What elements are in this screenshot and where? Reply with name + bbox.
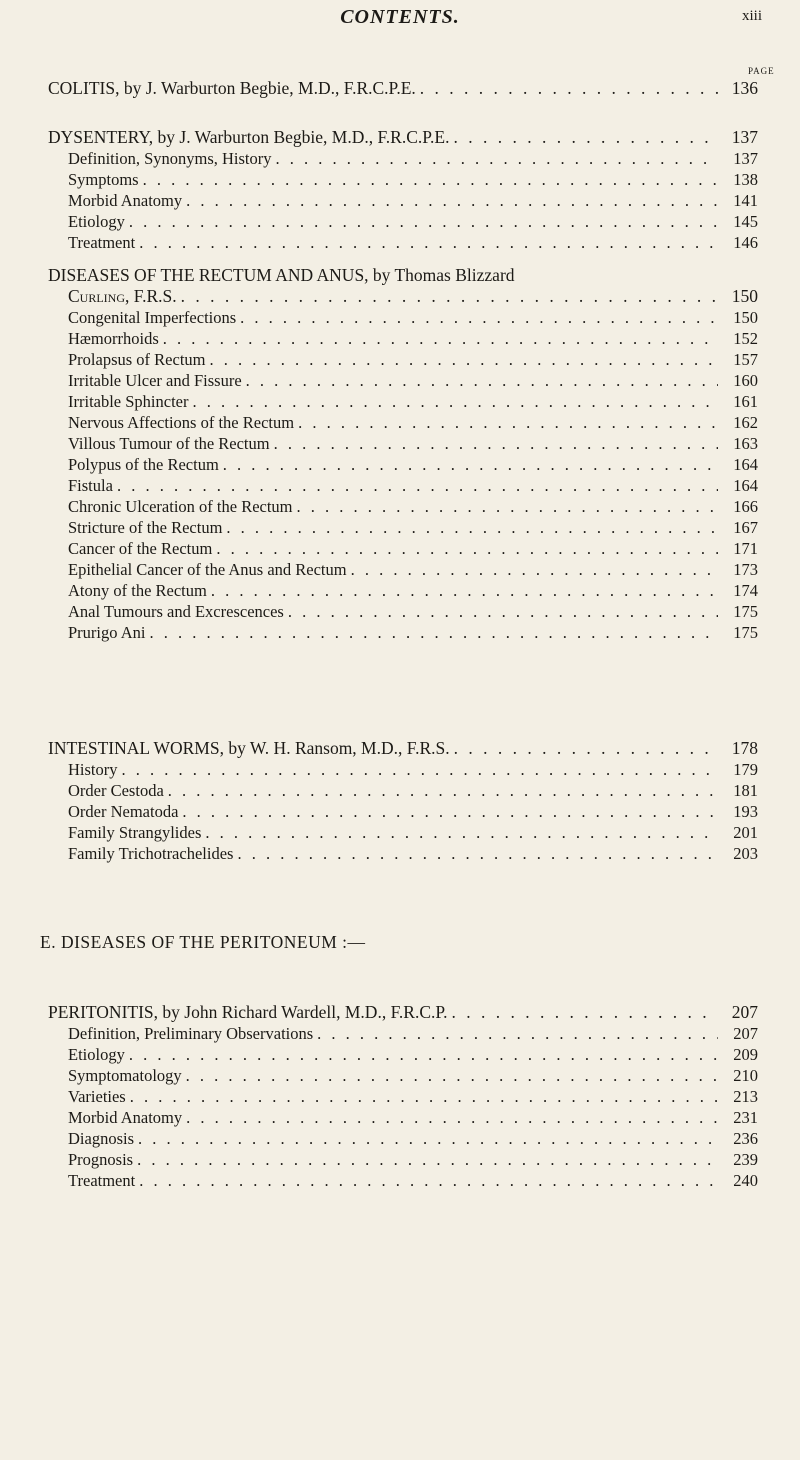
toc-subentry (48, 475, 758, 496)
colitis-section (48, 78, 758, 99)
toc-subentry (48, 496, 758, 517)
leader-dots (178, 801, 718, 822)
worms-section (48, 738, 758, 864)
leader-dots (293, 496, 718, 517)
page-number: xiii (742, 8, 763, 24)
toc-subentry (48, 843, 758, 864)
toc-subentry (48, 559, 758, 580)
leader-dots (145, 622, 718, 643)
running-header-title: CONTENTS. (340, 6, 460, 28)
toc-entry-page: 207 (731, 1002, 758, 1022)
leader-dots (125, 1044, 718, 1065)
toc-subentry-page: 173 (733, 560, 758, 579)
toc-subentry (48, 1107, 758, 1128)
toc-subentry-label: Varieties (68, 1087, 126, 1106)
leader-dots (139, 169, 718, 190)
leader-dots (242, 370, 718, 391)
toc-subentry-page: 210 (733, 1066, 758, 1085)
peritonitis-section (48, 1002, 758, 1191)
toc-entry-dysentery (48, 127, 758, 148)
toc-subentry-page: 164 (733, 476, 758, 495)
leader-dots (212, 538, 718, 559)
toc-subentry (48, 454, 758, 475)
leader-dots (177, 286, 718, 307)
leader-dots (347, 559, 718, 580)
toc-subentry (48, 232, 758, 253)
toc-subentry (48, 759, 758, 780)
toc-subentry (48, 370, 758, 391)
toc-subentry-page: 162 (733, 413, 758, 432)
toc-subentry (48, 433, 758, 454)
toc-subentry-label: Nervous Affections of the Rectum (68, 413, 295, 432)
toc-subentry-page: 141 (733, 191, 758, 210)
toc-subentry-page: 161 (733, 392, 758, 411)
toc-subentry-page: 207 (733, 1024, 758, 1043)
toc-subentry-label: Epithelial Cancer of the Anus and Rectum (68, 560, 347, 579)
toc-subentry-page: 167 (733, 518, 758, 537)
leader-dots (113, 475, 718, 496)
toc-subentry-page: 163 (733, 434, 758, 453)
toc-subentry (48, 1044, 758, 1065)
toc-subentry-label: Etiology (68, 212, 125, 231)
toc-subentry-page: 150 (733, 308, 758, 327)
leader-dots (201, 822, 718, 843)
toc-entry-rectum-line1 (48, 265, 758, 286)
toc-subentry (48, 412, 758, 433)
toc-subentry-label: Polypus of the Rectum (68, 455, 219, 474)
leader-dots (126, 1086, 718, 1107)
toc-subentry-page: 146 (733, 233, 758, 252)
toc-subentry (48, 538, 758, 559)
toc-subentry-label: Symptoms (68, 170, 139, 189)
leader-dots (450, 127, 718, 148)
toc-subentry (48, 349, 758, 370)
leader-dots (125, 211, 718, 232)
toc-subentry-page: 240 (733, 1171, 758, 1190)
toc-subentry-page: 171 (733, 539, 758, 558)
leader-dots (133, 1149, 718, 1170)
toc-subentry-page: 157 (733, 350, 758, 369)
toc-subentry (48, 1086, 758, 1107)
toc-subentry (48, 780, 758, 801)
toc-subentry-page: 164 (733, 455, 758, 474)
toc-subentry-label: Irritable Ulcer and Fissure (68, 371, 242, 390)
toc-subentry (48, 1065, 758, 1086)
toc-subentry-label: Family Trichotrachelides (68, 844, 234, 863)
toc-subentry-label: Atony of the Rectum (68, 581, 207, 600)
toc-subentry-label: Stricture of the Rectum (68, 518, 223, 537)
toc-subentry (48, 391, 758, 412)
toc-subentry (48, 1170, 758, 1191)
page-column-label: PAGE (748, 66, 775, 76)
toc-subentry (48, 580, 758, 601)
leader-dots (222, 517, 718, 538)
leader-dots (189, 391, 719, 412)
toc-entry-title-cont: Curling, F.R.S. (68, 286, 177, 306)
toc-entry-page: 137 (731, 127, 758, 147)
toc-subentry (48, 211, 758, 232)
toc-subentry-page: 160 (733, 371, 758, 390)
toc-entry-title: DYSENTERY, by J. Warburton Begbie, M.D., F.R.C.P.E. (48, 127, 450, 147)
leader-dots (448, 1002, 718, 1023)
toc-subentry-page: 174 (733, 581, 758, 600)
toc-subentry-page: 201 (733, 823, 758, 842)
toc-entry-title: PERITONITIS, by John Richard Wardell, M.D., F.R.C.P. (48, 1002, 448, 1022)
toc-subentry-page: 203 (733, 844, 758, 863)
toc-subentry-label: Anal Tumours and Excrescences (68, 602, 284, 621)
toc-subentry (48, 622, 758, 643)
leader-dots (450, 738, 718, 759)
toc-subentry-label: Treatment (68, 1171, 136, 1190)
toc-entry-rectum-line2 (48, 286, 758, 307)
toc-entry-colitis (48, 78, 758, 99)
rectum-section (48, 265, 758, 643)
toc-subentry-page: 145 (733, 212, 758, 231)
toc-subentry (48, 190, 758, 211)
toc-subentry-label: Prurigo Ani (68, 623, 146, 642)
leader-dots (270, 433, 718, 454)
leader-dots (207, 580, 718, 601)
toc-subentry-label: Definition, Synonyms, History (68, 149, 272, 168)
leader-dots (182, 1065, 718, 1086)
toc-entry-page: 178 (731, 738, 758, 758)
toc-subentry-page: 138 (733, 170, 758, 189)
leader-dots (118, 759, 719, 780)
toc-subentry-page: 175 (733, 623, 758, 642)
leader-dots (134, 1128, 718, 1149)
toc-subentry-page: 236 (733, 1129, 758, 1148)
toc-subentry-label: Irritable Sphincter (68, 392, 189, 411)
toc-subentry-label: Prolapsus of Rectum (68, 350, 206, 369)
leader-dots (206, 349, 719, 370)
toc-subentry-label: Symptomatology (68, 1066, 182, 1085)
toc-subentry (48, 1128, 758, 1149)
toc-subentry-label: Chronic Ulceration of the Rectum (68, 497, 293, 516)
toc-subentry (48, 328, 758, 349)
toc-subentry-label: Etiology (68, 1045, 125, 1064)
toc-subentry-label: Congenital Imperfections (68, 308, 237, 327)
toc-subentry-label: Prognosis (68, 1150, 134, 1169)
leader-dots (182, 1107, 718, 1128)
toc-subentry-label: Morbid Anatomy (68, 191, 183, 210)
toc-subentry-label: Treatment (68, 233, 136, 252)
toc-subentry-page: 179 (733, 760, 758, 779)
leader-dots (219, 454, 718, 475)
toc-subentry-label: Villous Tumour of the Rectum (68, 434, 270, 453)
toc-subentry-page: 166 (733, 497, 758, 516)
toc-entry-page: 150 (731, 286, 758, 306)
leader-dots (272, 148, 718, 169)
toc-subentry (48, 307, 758, 328)
toc-subentry-label: History (68, 760, 118, 779)
toc-subentry-page: 137 (733, 149, 758, 168)
toc-subentry (48, 148, 758, 169)
toc-subentry-page: 209 (733, 1045, 758, 1064)
leader-dots (164, 780, 718, 801)
toc-subentry-label: Morbid Anatomy (68, 1108, 183, 1127)
toc-subentry-page: 231 (733, 1108, 758, 1127)
toc-subentry-label: Fistula (68, 476, 113, 495)
dysentery-section (48, 127, 758, 253)
toc-subentry-page: 152 (733, 329, 758, 348)
toc-subentry-label: Order Cestoda (68, 781, 164, 800)
toc-entry-title: INTESTINAL WORMS, by W. H. Ransom, M.D., F.R.S. (48, 738, 450, 758)
leader-dots (313, 1023, 718, 1044)
toc-subentry-page: 213 (733, 1087, 758, 1106)
toc-subentry-label: Definition, Preliminary Observations (68, 1024, 314, 1043)
leader-dots (294, 412, 718, 433)
toc-subentry (48, 169, 758, 190)
toc-subentry-page: 181 (733, 781, 758, 800)
leader-dots (135, 1170, 718, 1191)
toc-subentry-page: 193 (733, 802, 758, 821)
leader-dots (182, 190, 718, 211)
toc-subentry (48, 601, 758, 622)
leader-dots (159, 328, 718, 349)
toc-subentry-label: Cancer of the Rectum (68, 539, 213, 558)
toc-entry-title: DISEASES OF THE RECTUM AND ANUS, by Thomas Blizzard (48, 265, 515, 285)
leader-dots (284, 601, 718, 622)
toc-subentry (48, 517, 758, 538)
toc-subentry-page: 239 (733, 1150, 758, 1169)
toc-subentry (48, 822, 758, 843)
toc-entry-title: COLITIS, by J. Warburton Begbie, M.D., F.R.C.P.E. (48, 78, 416, 98)
leader-dots (416, 78, 718, 99)
toc-subentry (48, 801, 758, 822)
toc-entry-page: 136 (731, 78, 758, 98)
leader-dots (233, 843, 718, 864)
toc-subentry-page: 175 (733, 602, 758, 621)
toc-subentry-label: Family Strangylides (68, 823, 202, 842)
toc-subentry-label: Diagnosis (68, 1129, 134, 1148)
toc-entry-worms (48, 738, 758, 759)
toc-entry-peritonitis (48, 1002, 758, 1023)
toc-subentry-label: Hæmorrhoids (68, 329, 159, 348)
toc-subentry (48, 1023, 758, 1044)
leader-dots (236, 307, 718, 328)
leader-dots (135, 232, 718, 253)
toc-subentry (48, 1149, 758, 1170)
toc-subentry-label: Order Nematoda (68, 802, 179, 821)
section-heading: E. DISEASES OF THE PERITONEUM :— (40, 932, 366, 952)
